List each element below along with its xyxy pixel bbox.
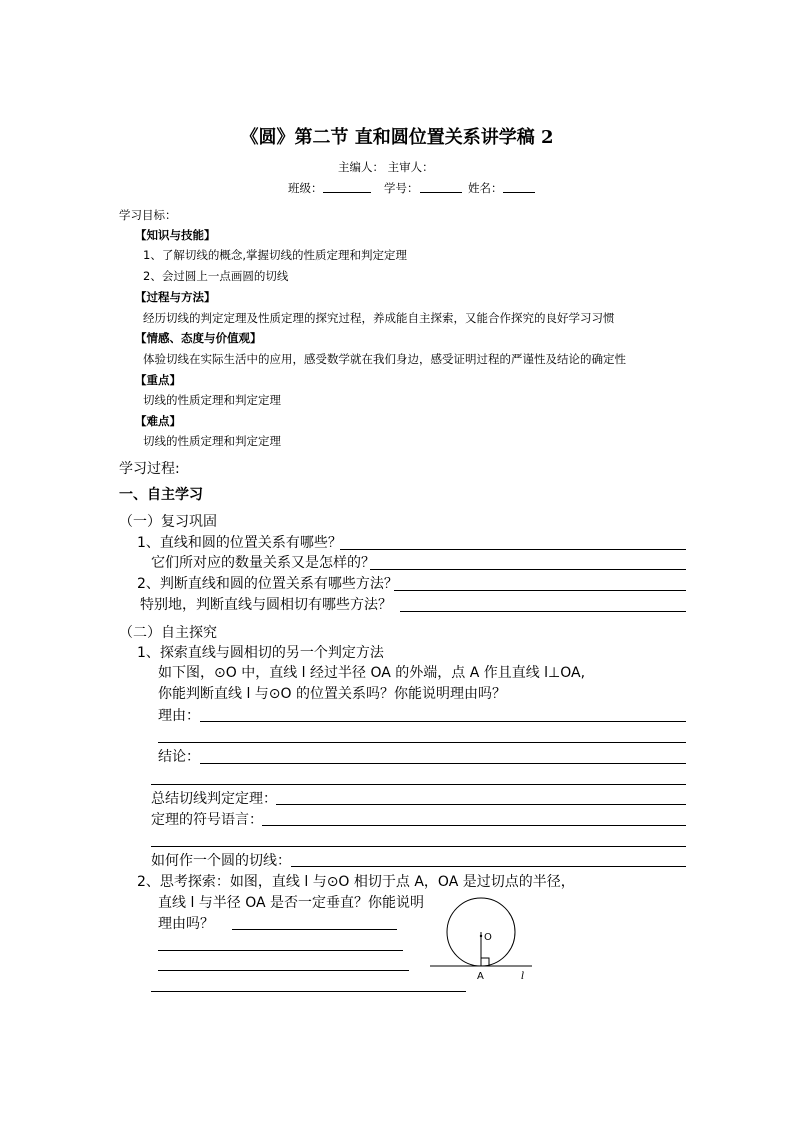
part1-heading: 一、自主学习: [119, 487, 203, 503]
difficult-point-heading: 【难点】: [135, 414, 181, 428]
explore-item-1-line1: 如下图，⊙O 中，直线 l 经过半径 OA 的外端，点 A 作且直线 l⊥OA,: [158, 665, 586, 681]
label-o: O: [484, 932, 492, 943]
knowledge-item-2: 2、会过圆上一点画圆的切线: [143, 269, 289, 283]
objectives-heading: 学习目标：: [119, 208, 177, 222]
explore-item-1: 1、探索直线与圆相切的另一个判定方法: [137, 645, 384, 661]
center-point-o: [480, 935, 482, 937]
class-label: 班级：: [288, 181, 323, 195]
name-label: 姓名：: [468, 181, 503, 195]
reason-label: 理由：: [158, 708, 200, 724]
review-heading: （一）复习巩固: [119, 514, 217, 530]
how-label: 如何作一个圆的切线：: [151, 853, 291, 869]
conclusion-label: 结论：: [158, 749, 200, 765]
emotion-heading: 【情感、态度与价值观】: [135, 331, 262, 345]
label-a: A: [477, 971, 484, 982]
summary-label: 总结切线判定定理：: [151, 791, 277, 807]
key-point-heading: 【重点】: [135, 373, 181, 387]
label-l: l: [521, 971, 525, 982]
symbol-label: 定理的符号语言：: [151, 812, 263, 828]
explore-item-1-line2: 你能判断直线 l 与⊙O 的位置关系吗？你能说明理由吗？: [158, 686, 506, 702]
explore-item-2-line2: 直线 l 与半径 OA 是否一定垂直？你能说明: [158, 895, 425, 911]
page-title: 《圆》第二节 直和圆位置关系讲学稿 2: [240, 127, 554, 148]
right-angle-mark: [481, 958, 489, 966]
editors-line: 主编人： 主审人：: [338, 160, 434, 174]
explore-item-2-line3: 理由吗？: [158, 916, 214, 932]
question-2b: 特别地，判断直线与圆相切有哪些方法？: [140, 597, 392, 613]
process-heading: 学习过程:: [119, 461, 180, 477]
difficult-point-text: 切线的性质定理和判定定理: [143, 434, 281, 448]
question-2: 2、判断直线和圆的位置关系有哪些方法？: [137, 576, 398, 592]
explore-heading: （二）自主探究: [119, 625, 217, 641]
key-point-text: 切线的性质定理和判定定理: [143, 393, 281, 407]
emotion-text: 体验切线在实际生活中的应用，感受数学就在我们身边，感受证明过程的严谨性及结论的确定性: [143, 352, 626, 366]
student-no-label: 学号：: [384, 181, 419, 195]
knowledge-item-1: 1、了解切线的概念,掌握切线的性质定理和判定定理: [143, 248, 407, 262]
question-1b: 它们所对应的数量关系又是怎样的？: [151, 555, 375, 571]
explore-item-2: 2、思考探索：如图，直线 l 与⊙O 相切于点 A，OA 是过切点的半径，: [137, 874, 575, 890]
knowledge-heading: 【知识与技能】: [135, 228, 216, 242]
process-method-text: 经历切线的判定定理及性质定理的探究过程，养成能自主探索，又能合作探究的良好学习习惯: [143, 311, 615, 325]
question-1: 1、直线和圆的位置关系有哪些？: [137, 535, 342, 551]
process-method-heading: 【过程与方法】: [135, 290, 216, 304]
